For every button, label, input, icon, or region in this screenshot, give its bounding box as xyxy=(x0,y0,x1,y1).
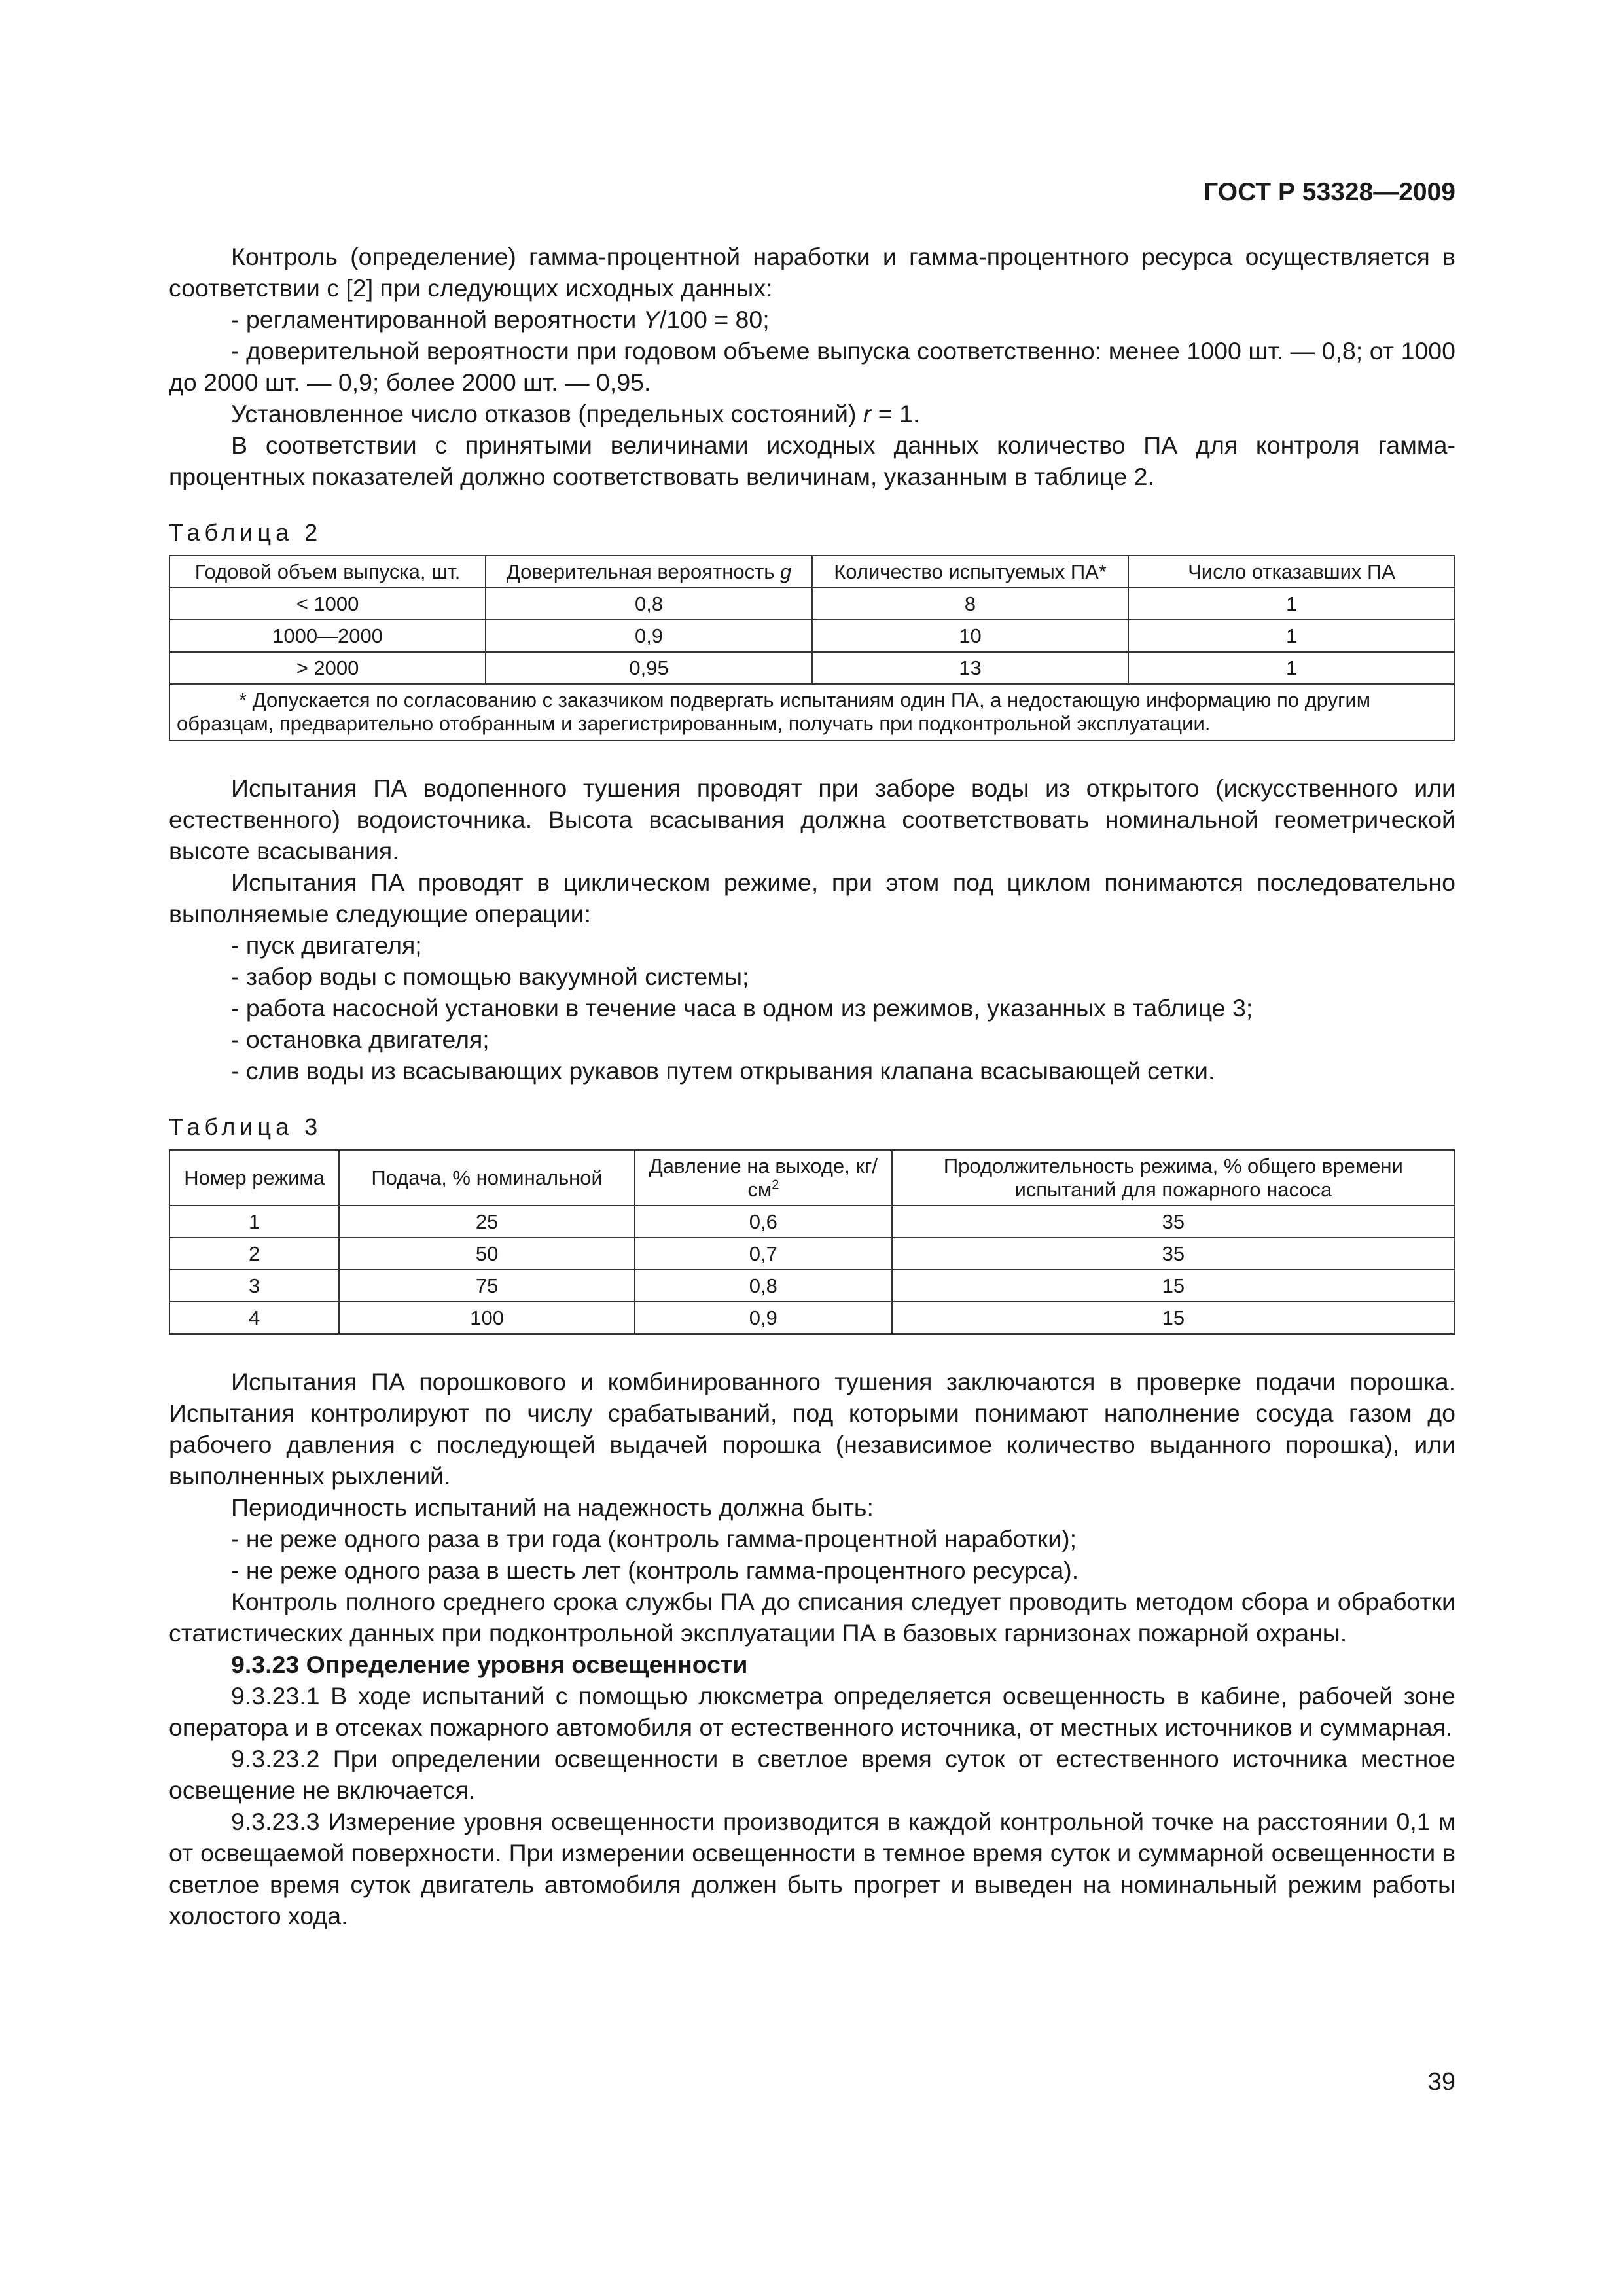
table-header-cell: Количество испытуемых ПА* xyxy=(812,556,1128,588)
table-row xyxy=(169,588,1455,620)
table-cell: > 2000 xyxy=(169,652,486,684)
table-cell: 35 xyxy=(892,1206,1455,1238)
table-cell: 15 xyxy=(892,1270,1455,1302)
list-item: - остановка двигателя; xyxy=(231,1026,490,1053)
table-header-cell: Номер режима xyxy=(169,1150,339,1206)
list-item xyxy=(169,304,1455,335)
paragraph-text: Установленное число отказов (предельных состояний) xyxy=(231,400,863,427)
variable-g: g xyxy=(780,560,792,583)
table-cell: 4 xyxy=(169,1302,339,1334)
list-item: - забор воды с помощью вакуумной системы; xyxy=(231,963,749,990)
list-item-text: /100 = 80; xyxy=(659,306,770,333)
table-note-text: * Допускается по согласованию с заказчиком подвергать испытаниям один ПА, а недостающую информацию по другим образцам, предварительно отобранным и зарегистрированным, получать при подконтрольной эксплуатации. xyxy=(177,689,1371,735)
section-heading: 9.3.23 Определение уровня освещенности xyxy=(231,1651,748,1678)
table-cell: 35 xyxy=(892,1238,1455,1270)
table-cell: 50 xyxy=(339,1238,635,1270)
list-item-text: - регламентированной вероятности xyxy=(231,306,643,333)
superscript: 2 xyxy=(772,1177,779,1193)
table-caption: Таблица 3 xyxy=(169,1113,323,1140)
table-row xyxy=(169,1270,1455,1302)
list-item: - доверительной вероятности при годовом объеме выпуска соответственно: менее 1000 шт. — 0,8; от 1000 до 2000 шт. — 0,9; более 2000 шт. — 0,95. xyxy=(169,337,1455,396)
list-item: - слив воды из всасывающих рукавов путем открывания клапана всасывающей сетки. xyxy=(231,1057,1215,1085)
paragraph: 9.3.23.3 Измерение уровня освещенности производится в каждой контрольной точке на расстоянии 0,1 м от освещаемой поверхности. При измерении освещенности в темное время суток и суммарной освещенности в светлое время суток двигатель автомобиля должен быть прогрет и выведен на номинальный режим работы холостого хода. xyxy=(169,1808,1455,1929)
table-cell: 0,7 xyxy=(635,1238,892,1270)
paragraph: Испытания ПА порошкового и комбинированного тушения заключаются в проверке подачи порошка. Испытания контролируют по числу срабатываний, под которыми понимают наполнение сосуда газом до рабочего давления с последующей выдачей порошка (независимое количество выданного порошка), или выполненных рыхлений. xyxy=(169,1368,1455,1490)
table-note-row xyxy=(169,684,1455,740)
table-row xyxy=(169,1302,1455,1334)
paragraph: 9.3.23.1 В ходе испытаний с помощью люксметра определяется освещенность в кабине, рабочей зоне оператора и в отсеках пожарного автомобиля от естественного источника, от местных источников и суммарная. xyxy=(169,1682,1455,1741)
table-cell: 1000—2000 xyxy=(169,620,486,652)
table-row xyxy=(169,620,1455,652)
table-cell: 1 xyxy=(169,1206,339,1238)
table-cell: 0,8 xyxy=(486,588,812,620)
document-page xyxy=(169,177,1455,1931)
table-row xyxy=(169,1238,1455,1270)
table-header-row xyxy=(169,556,1455,588)
table-cell: 0,9 xyxy=(486,620,812,652)
table-cell: 100 xyxy=(339,1302,635,1334)
table-header-cell: Продолжительность режима, % общего времени испытаний для пожарного насоса xyxy=(892,1150,1455,1206)
paragraph: Периодичность испытаний на надежность должна быть: xyxy=(231,1494,874,1521)
list-item: - пуск двигателя; xyxy=(231,931,422,959)
table-header-cell: Число отказавших ПА xyxy=(1128,556,1455,588)
paragraph: Контроль (определение) гамма-процентной наработки и гамма-процентного ресурса осуществляется в соответствии с [2] при следующих исходных данных: xyxy=(169,243,1455,302)
table-header-cell: Подача, % номинальной xyxy=(339,1150,635,1206)
paragraph xyxy=(169,398,1455,429)
table-cell: 10 xyxy=(812,620,1128,652)
table-caption: Таблица 2 xyxy=(169,519,323,546)
table-cell: 3 xyxy=(169,1270,339,1302)
table-2 xyxy=(169,555,1455,741)
document-id: ГОСТ Р 53328—2009 xyxy=(1204,178,1455,206)
table-3 xyxy=(169,1149,1455,1335)
variable-y: Y xyxy=(643,306,660,333)
table-row xyxy=(169,1206,1455,1238)
variable-r: r xyxy=(863,400,872,427)
table-note xyxy=(169,684,1455,740)
paragraph: В соответствии с принятыми величинами исходных данных количество ПА для контроля гамма-процентных показателей должно соответствовать величинам, указанным в таблице 2. xyxy=(169,431,1455,490)
table-cell: 1 xyxy=(1128,588,1455,620)
paragraph: Испытания ПА водопенного тушения проводят при заборе воды из открытого (искусственного или естественного) водоисточника. Высота всасывания должна соответствовать номинальной геометрической высоте всасывания. xyxy=(169,774,1455,865)
table-header-row xyxy=(169,1150,1455,1206)
table-cell: 25 xyxy=(339,1206,635,1238)
table-cell: 75 xyxy=(339,1270,635,1302)
table-header-text: Доверительная вероятность xyxy=(506,560,781,583)
paragraph-text: = 1. xyxy=(871,400,920,427)
table-cell: 1 xyxy=(1128,652,1455,684)
table-cell: 0,8 xyxy=(635,1270,892,1302)
table-header-text: Давление на выходе, кг/см xyxy=(649,1155,878,1201)
list-item: - не реже одного раза в шесть лет (контроль гамма-процентного ресурса). xyxy=(231,1556,1079,1584)
table-cell: 0,95 xyxy=(486,652,812,684)
paragraph: Испытания ПА проводят в циклическом режиме, при этом под циклом понимаются последовательно выполняемые следующие операции: xyxy=(169,869,1455,927)
list-item: - работа насосной установки в течение часа в одном из режимов, указанных в таблице 3; xyxy=(231,994,1253,1022)
table-cell: 2 xyxy=(169,1238,339,1270)
table-cell: 15 xyxy=(892,1302,1455,1334)
page-number: 39 xyxy=(1427,2068,1455,2096)
table-cell: 8 xyxy=(812,588,1128,620)
table-cell: 1 xyxy=(1128,620,1455,652)
table-cell: 0,9 xyxy=(635,1302,892,1334)
table-cell: 0,6 xyxy=(635,1206,892,1238)
table-header-cell xyxy=(486,556,812,588)
paragraph: Контроль полного среднего срока службы ПА до списания следует проводить методом сбора и обработки статистических данных при подконтрольной эксплуатации ПА в базовых гарнизонах пожарной охраны. xyxy=(169,1588,1455,1647)
table-row xyxy=(169,652,1455,684)
paragraph: 9.3.23.2 При определении освещенности в светлое время суток от естественного источника местное освещение не включается. xyxy=(169,1745,1455,1804)
table-cell: 13 xyxy=(812,652,1128,684)
table-cell: < 1000 xyxy=(169,588,486,620)
list-item: - не реже одного раза в три года (контроль гамма-процентной наработки); xyxy=(231,1525,1077,1552)
table-header-cell: Годовой объем выпуска, шт. xyxy=(169,556,486,588)
table-header-cell xyxy=(635,1150,892,1206)
